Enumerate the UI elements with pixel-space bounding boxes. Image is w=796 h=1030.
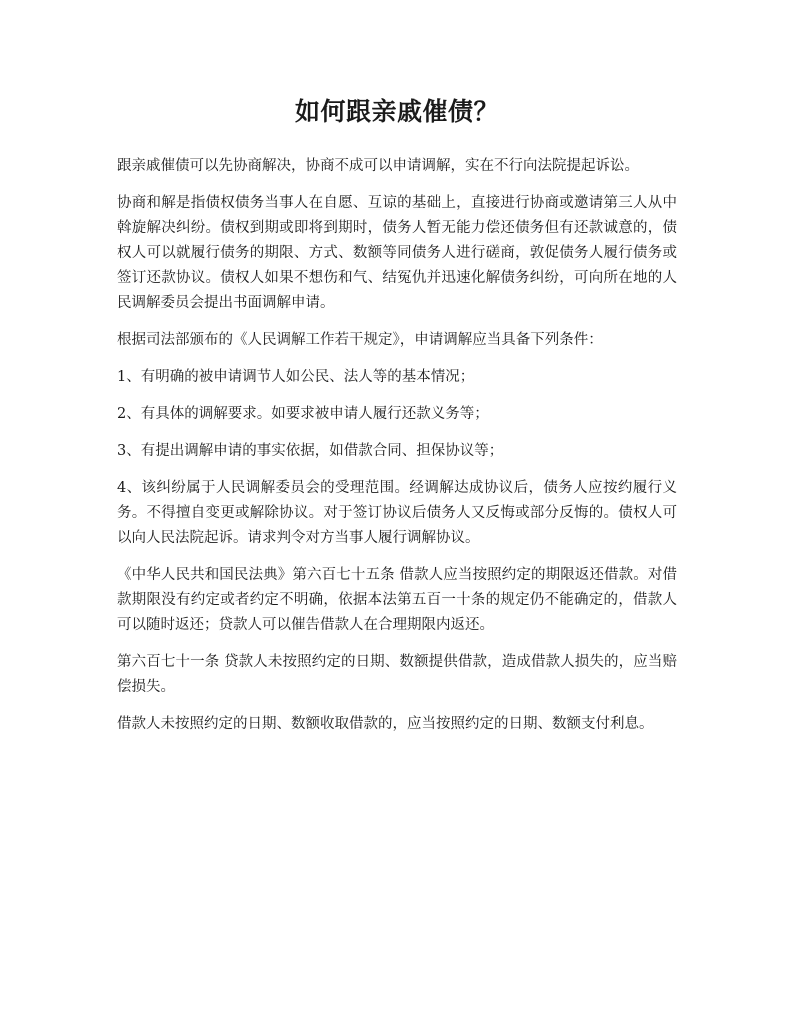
paragraph-mediation-conditions: 根据司法部颁布的《人民调解工作若干规定》，申请调解应当具备下列条件： [117,332,603,348]
list-item-condition-1: 1、有明确的被申请调节人如公民、法人等的基本情况； [117,369,475,385]
document-page [117,92,677,749]
page-title: 如何跟亲戚催债？ [294,97,499,126]
list-item-condition-2: 2、有具体的调解要求。如要求被申请人履行还款义务等； [117,406,489,422]
paragraph-negotiation: 协商和解是指债权债务当事人在自愿、互谅的基础上，直接进行协商或邀请第三人从中斡旋解决纠纷。债权到期或即将到期时，债务人暂无能力偿还债务但有还款诚意的，债权人可以就履行债务的期限、方式、数额等同债务人进行磋商，敦促债务人履行债务或签订还款协议。债权人如果不想伤和气、结冤仇并迅速化解债务纠纷，可向所在地的人民调解委员会提出书面调解申请。 [117,195,677,311]
paragraph-civil-code-675: 《中华人民共和国民法典》第六百七十五条 借款人应当按照约定的期限返还借款。对借款期限没有约定或者约定不明确，依据本法第五百一十条的规定仍不能确定的，借款人可以随时返还；贷款人可以催告借款人在合理期限内返还。 [117,567,677,633]
paragraph-civil-code-671: 第六百七十一条 贷款人未按照约定的日期、数额提供借款，造成借款人损失的，应当赔偿损失。 [117,654,677,695]
list-item-condition-3: 3、有提出调解申请的事实依据，如借款合同、担保协议等； [117,443,504,459]
paragraph-intro: 跟亲戚催债可以先协商解决，协商不成可以申请调解，实在不行向法院提起诉讼。 [117,158,639,174]
list-item-condition-4: 4、该纠纷属于人民调解委员会的受理范围。经调解达成协议后，债务人应按约履行义务。不得擅自变更或解除协议。对于签订协议后债务人又反悔或部分反悔的。债权人可以向人民法院起诉。请求判令对方当事人履行调解协议。 [117,480,677,546]
paragraph-interest: 借款人未按照约定的日期、数额收取借款的，应当按照约定的日期、数额支付利息。 [117,716,654,732]
